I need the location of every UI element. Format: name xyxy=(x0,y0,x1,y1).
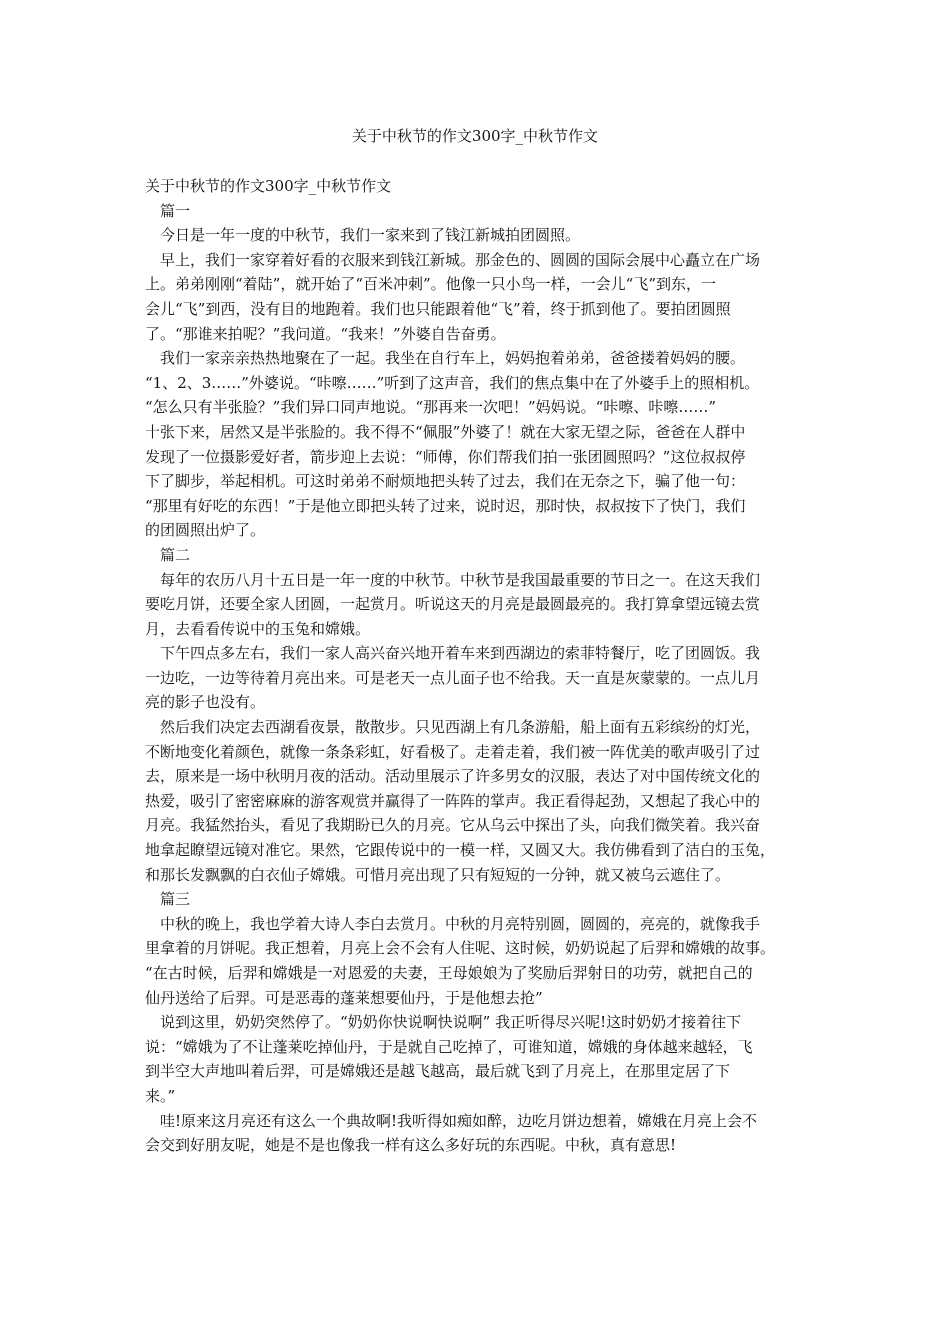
text-line: 中秋的晚上，我也学着大诗人李白去赏月。中秋的月亮特别圆，圆圆的，亮亮的，就像我手 xyxy=(160,914,761,933)
text-line: 亮的影子也没有。 xyxy=(145,693,266,712)
text-line: 热爱，吸引了密密麻麻的游客观赏并赢得了一阵阵的掌声。我正看得起劲，又想起了我心中的 xyxy=(145,791,761,810)
text-line: 说：“嫦娥为了不让蓬莱吃掉仙丹，于是就自己吃掉了，可谁知道，嫦娥的身体越来越轻，飞 xyxy=(145,1037,753,1056)
text-line: 要吃月饼，还要全家人团圆，一起赏月。听说这天的月亮是最圆最亮的。我打算拿望远镜去赏 xyxy=(145,595,761,614)
text-line: 早上，我们一家穿着好看的衣服来到钱江新城。那金色的、圆圆的国际会展中心矗立在广场 xyxy=(160,250,761,269)
text-line: 来。” xyxy=(145,1086,176,1105)
text-line: “在古时候，后羿和嫦娥是一对恩爱的夫妻，王母娘娘为了奖励后羿射日的功劳，就把自己的 xyxy=(145,964,753,982)
text-line: 十张下来，居然又是半张脸的。我不得不“佩服”外婆了！就在大家无望之际，爸爸在人群中 xyxy=(145,422,746,441)
text-line: 我们一家亲亲热热地聚在了一起。我坐在自行车上，妈妈抱着弟弟，爸爸搂着妈妈的腰。 xyxy=(160,349,746,368)
text-line: 和那长发飘飘的白衣仙子嫦娥。可惜月亮出现了只有短短的一分钟，就又被乌云遮住了。 xyxy=(145,865,731,884)
text-line: 不断地变化着颜色，就像一条条彩虹，好看极了。走着走着，我们被一阵优美的歌声吸引了过 xyxy=(145,742,761,761)
page-title: 关于中秋节的作文300字_中秋节作文 xyxy=(351,127,599,145)
text-line: 哇!原来这月亮还有这么一个典故啊!我听得如痴如醉，边吃月饼边想着，嫦娥在月亮上会不 xyxy=(160,1111,758,1130)
text-line: 篇一 xyxy=(160,201,191,220)
text-line: “1、2、3……”外婆说。“咔嚓……”听到了这声音，我们的焦点集中在了外婆手上的照相机。 xyxy=(145,373,760,392)
text-line: 每年的农历八月十五日是一年一度的中秋节。中秋节是我国最重要的节日之一。在这天我们 xyxy=(160,570,761,589)
text-line: 会交到好朋友呢，她是不是也像我一样有这么多好玩的东西呢。中秋，真有意思! xyxy=(145,1136,677,1155)
text-line: 上。弟弟刚刚“着陆”，就开始了“百米冲刺”。他像一只小鸟一样，一会儿“飞”到东，一 xyxy=(145,275,717,294)
document-body xyxy=(145,174,815,1158)
text-line: 到半空大声地叫着后羿，可是嫦娥还是越飞越高，最后就飞到了月亮上，在那里定居了下 xyxy=(145,1062,731,1081)
text-line: 一边吃，一边等待着月亮出来。可是老天一点儿面子也不给我。天一直是灰蒙蒙的。一点儿月 xyxy=(145,668,761,687)
text-line: 发现了一位摄影爱好者，箭步迎上去说：“师傅，你们帮我们拍一张团圆照吗？”这位叔叔停 xyxy=(145,447,746,466)
text-line: 篇二 xyxy=(160,545,191,564)
text-line: 下了脚步，举起相机。可这时弟弟不耐烦地把头转了过去，我们在无奈之下，骗了他一句： xyxy=(145,472,746,491)
text-line: 去，原来是一场中秋明月夜的活动。活动里展示了许多男女的汉服，表达了对中国传统文化的 xyxy=(145,767,761,786)
text-line: 然后我们决定去西湖看夜景，散散步。只见西湖上有几条游船，船上面有五彩缤纷的灯光， xyxy=(160,718,761,737)
text-line: 地拿起瞭望远镜对准它。果然，它跟传说中的一模一样，又圆又大。我仿佛看到了洁白的玉兔， xyxy=(145,841,776,860)
text-line: “怎么只有半张脸？”我们异口同声地说。“那再来一次吧！”妈妈说。“咔嚓、咔嚓……” xyxy=(145,398,717,417)
text-line: 仙丹送给了后羿。可是恶毒的蓬莱想要仙丹，于是他想去抢” xyxy=(145,988,543,1007)
text-line: 月亮。我猛然抬头，看见了我期盼已久的月亮。它从乌云中探出了头，向我们微笑着。我兴奋 xyxy=(145,816,761,835)
text-line: 篇三 xyxy=(160,890,191,909)
text-line: 今日是一年一度的中秋节，我们一家来到了钱江新城拍团圆照。 xyxy=(160,226,581,245)
text-line: “那里有好吃的东西！”于是他立即把头转了过来，说时迟，那时快，叔叔按下了快门，我们 xyxy=(145,496,746,515)
text-line: 了。“那谁来拍呢？”我问道。“我来！”外婆自告奋勇。 xyxy=(145,324,506,343)
text-line: 月，去看看传说中的玉兔和嫦娥。 xyxy=(145,619,371,638)
text-line: 关于中秋节的作文300字_中秋节作文 xyxy=(145,177,392,195)
text-line: 里拿着的月饼呢。我正想着，月亮上会不会有人住呢、这时候，奶奶说起了后羿和嫦娥的故事。 xyxy=(145,939,776,958)
text-line: 会儿“飞”到西，没有目的地跑着。我们也只能跟着他“飞”着，终于抓到他了。要拍团圆照 xyxy=(145,299,731,318)
text-line: 的团圆照出炉了。 xyxy=(145,521,266,540)
text-line: 说到这里，奶奶突然停了。“奶奶你快说啊快说啊” 我正听得尽兴呢!这时奶奶才接着往下 xyxy=(160,1013,742,1032)
text-line: 下午四点多左右，我们一家人高兴奋兴地开着车来到西湖边的索菲特餐厅，吃了团圆饭。我 xyxy=(160,644,761,663)
